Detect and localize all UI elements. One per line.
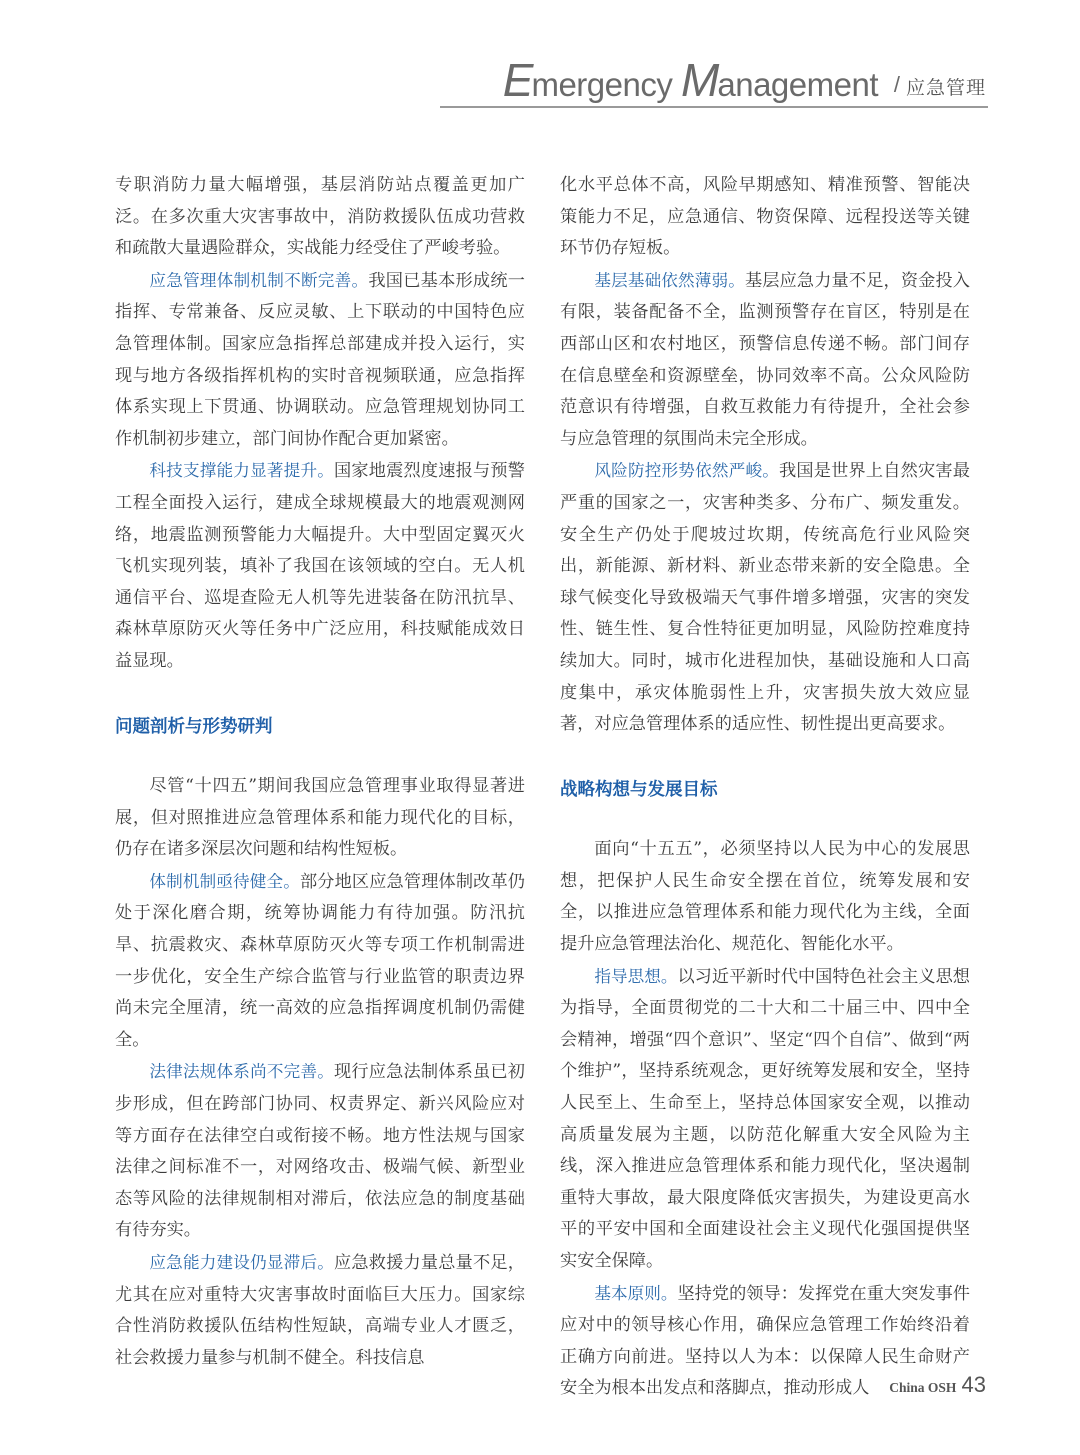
- header-slash: /: [893, 72, 900, 97]
- paragraph-text: 坚持党的领导：发挥党在重大突发事件应对中的领导核心作用，确保应急管理工作始终沿着正确方向前进。坚持以人为本：以保障人民生命财产安全为根本出发点和落脚点，推动形成人: [560, 1283, 970, 1399]
- paragraph: 化水平总体不高，风险早期感知、精准预警、智能决策能力不足，应急通信、物资保障、远程投送等关键环节仍存短板。: [560, 175, 970, 259]
- paragraph-lead: 科技支撑能力显著提升。: [149, 461, 335, 481]
- paragraph-text: 部分地区应急管理体制改革仍处于深化磨合期，统筹协调能力有待加强。防汛抗旱、抗震救灾、森林草原防灭火等专项工作机制需进一步优化，安全生产综合监管与行业监管的职责边界尚未完全厘清，统一高效的应急指挥调度机制仍需健全。: [115, 871, 525, 1050]
- paragraph-text: 应急救援力量总量不足，尤其在应对重特大灾害事故时面临巨大压力。国家综合性消防救援队伍结构性短缺，高端专业人才匮乏，社会救援力量参与机制不健全。科技信息: [115, 1253, 525, 1368]
- page-number: 43: [961, 1372, 986, 1397]
- paragraph-text: 国家地震烈度速报与预警工程全面投入运行，建成全球规模最大的地震观测网络，地震监测预警能力大幅提升。大中型固定翼灭火飞机实现列装，填补了我国在该领域的空白。无人机通信平台、巡堤查险无人机等先进装备在防汛抗旱、森林草原防灭火等任务中广泛应用，科技赋能成效日益显现。: [115, 461, 525, 671]
- paragraph-lead: 风险防控形势依然严峻。: [594, 461, 780, 481]
- paragraph-lead: 基本原则。: [594, 1283, 678, 1303]
- paragraph-text: 现行应急法制体系虽已初步形成，但在跨部门协同、权责界定、新兴风险应对等方面存在法律空白或衔接不畅。地方性法规与国家法律之间标准不一，对网络攻击、极端气候、新型业态等风险的法律规制相对滞后，依法应急的制度基础有待夯实。: [115, 1062, 525, 1241]
- paragraph-lead: 法律法规体系尚不完善。: [149, 1062, 335, 1082]
- paragraph-text: 我国已基本形成统一指挥、专常兼备、反应灵敏、上下联动的中国特色应急管理体制。国家应急指挥总部建成并投入运行，实现与地方各级指挥机构的实时音视频联通，应急指挥体系实现上下贯通、协调联动。应急管理规划协同工作机制初步建立，部门间协作配合更加紧密。: [115, 270, 525, 449]
- paragraph: 专职消防力量大幅增强，基层消防站点覆盖更加广泛。在多次重大灾害事故中，消防救援队伍成功营救和疏散大量遇险群众，实战能力经受住了严峻考验。: [115, 175, 525, 259]
- paragraph-lead: 基层基础依然薄弱。: [594, 270, 745, 290]
- paragraph-lead: 应急管理体制机制不断完善。: [149, 270, 369, 290]
- paragraph-lead: 应急能力建设仍显滞后。: [149, 1253, 335, 1272]
- paragraph: [115, 1056, 525, 1247]
- paragraph: [115, 1247, 525, 1374]
- paragraph: [560, 455, 970, 740]
- paragraph: [560, 961, 970, 1278]
- paragraph-text: 以习近平新时代中国特色社会主义思想为指导，全面贯彻党的二十大和二十届三中、四中全会精神，增强“四个意识”、坚定“四个自信”、做到“两个维护”，坚持系统观念，更好统筹发展和安全，坚持人民至上、生命至上，坚持总体国家安全观，以推动高质量发展为主题，以防范化解重大安全风险为主线，深入推进应急管理体系和能力现代化，坚决遏制重特大事故，最大限度降低灾害损失，为建设更高水平的平安中国和全面建设社会主义现代化强国提供坚实安全保障。: [560, 966, 970, 1271]
- page-footer: [889, 1372, 986, 1398]
- paragraph-lead: 体制机制亟待健全。: [149, 871, 300, 891]
- paragraph-text: 我国是世界上自然灾害最严重的国家之一，灾害种类多、分布广、频发重发。安全生产仍处于爬坡过坎期，传统高危行业风险突出，新能源、新材料、新业态带来新的安全隐患。全球气候变化导致极端天气事件增多增强，灾害的突发性、链生性、复合性特征更加明显，风险防控难度持续加大。同时，城市化进程加快，基础设施和人口高度集中，承灾体脆弱性上升，灾害损失放大效应显著，对应急管理体系的适应性、韧性提出更高要求。: [560, 461, 970, 735]
- paragraph: 尽管“十四五”期间我国应急管理事业取得显著进展，但对照推进应急管理体系和能力现代化的目标，仍存在诸多深层次问题和结构性短板。: [115, 776, 525, 860]
- header-chinese-title: 应急管理: [905, 77, 986, 99]
- header-title-initial-e: E: [502, 54, 532, 106]
- running-header: [440, 54, 988, 108]
- paragraph: [560, 265, 970, 456]
- paragraph: [115, 866, 525, 1057]
- magazine-name: China OSH: [889, 1380, 957, 1395]
- section-heading: 战略构想与发展目标: [560, 779, 718, 800]
- paragraph: [115, 455, 525, 677]
- paragraph-text: 基层应急力量不足，资金投入有限，装备配备不全，监测预警存在盲区，特别是在西部山区和农村地区，预警信息传递不畅。部门间存在信息壁垒和资源壁垒，协同效率不高。公众风险防范意识有待增强，自救互救能力有待提升，全社会参与应急管理的氛围尚未完全形成。: [560, 270, 970, 449]
- left-column: [115, 170, 525, 1374]
- header-title-word-2: anagement: [717, 66, 878, 103]
- paragraph-lead: 指导思想。: [594, 966, 678, 986]
- paragraph: [115, 265, 525, 456]
- section-heading: 问题剖析与形势研判: [115, 716, 273, 737]
- right-column: [560, 170, 970, 1405]
- header-english-title: [502, 54, 878, 106]
- paragraph: 面向“十五五”，必须坚持以人民为中心的发展思想，把保护人民生命安全摆在首位，统筹发展和安全，以推进应急管理体系和能力现代化为主线，全面提升应急管理法治化、规范化、智能化水平。: [560, 839, 970, 955]
- header-title-word-1: mergency: [531, 66, 682, 103]
- header-title-initial-m: M: [681, 54, 718, 106]
